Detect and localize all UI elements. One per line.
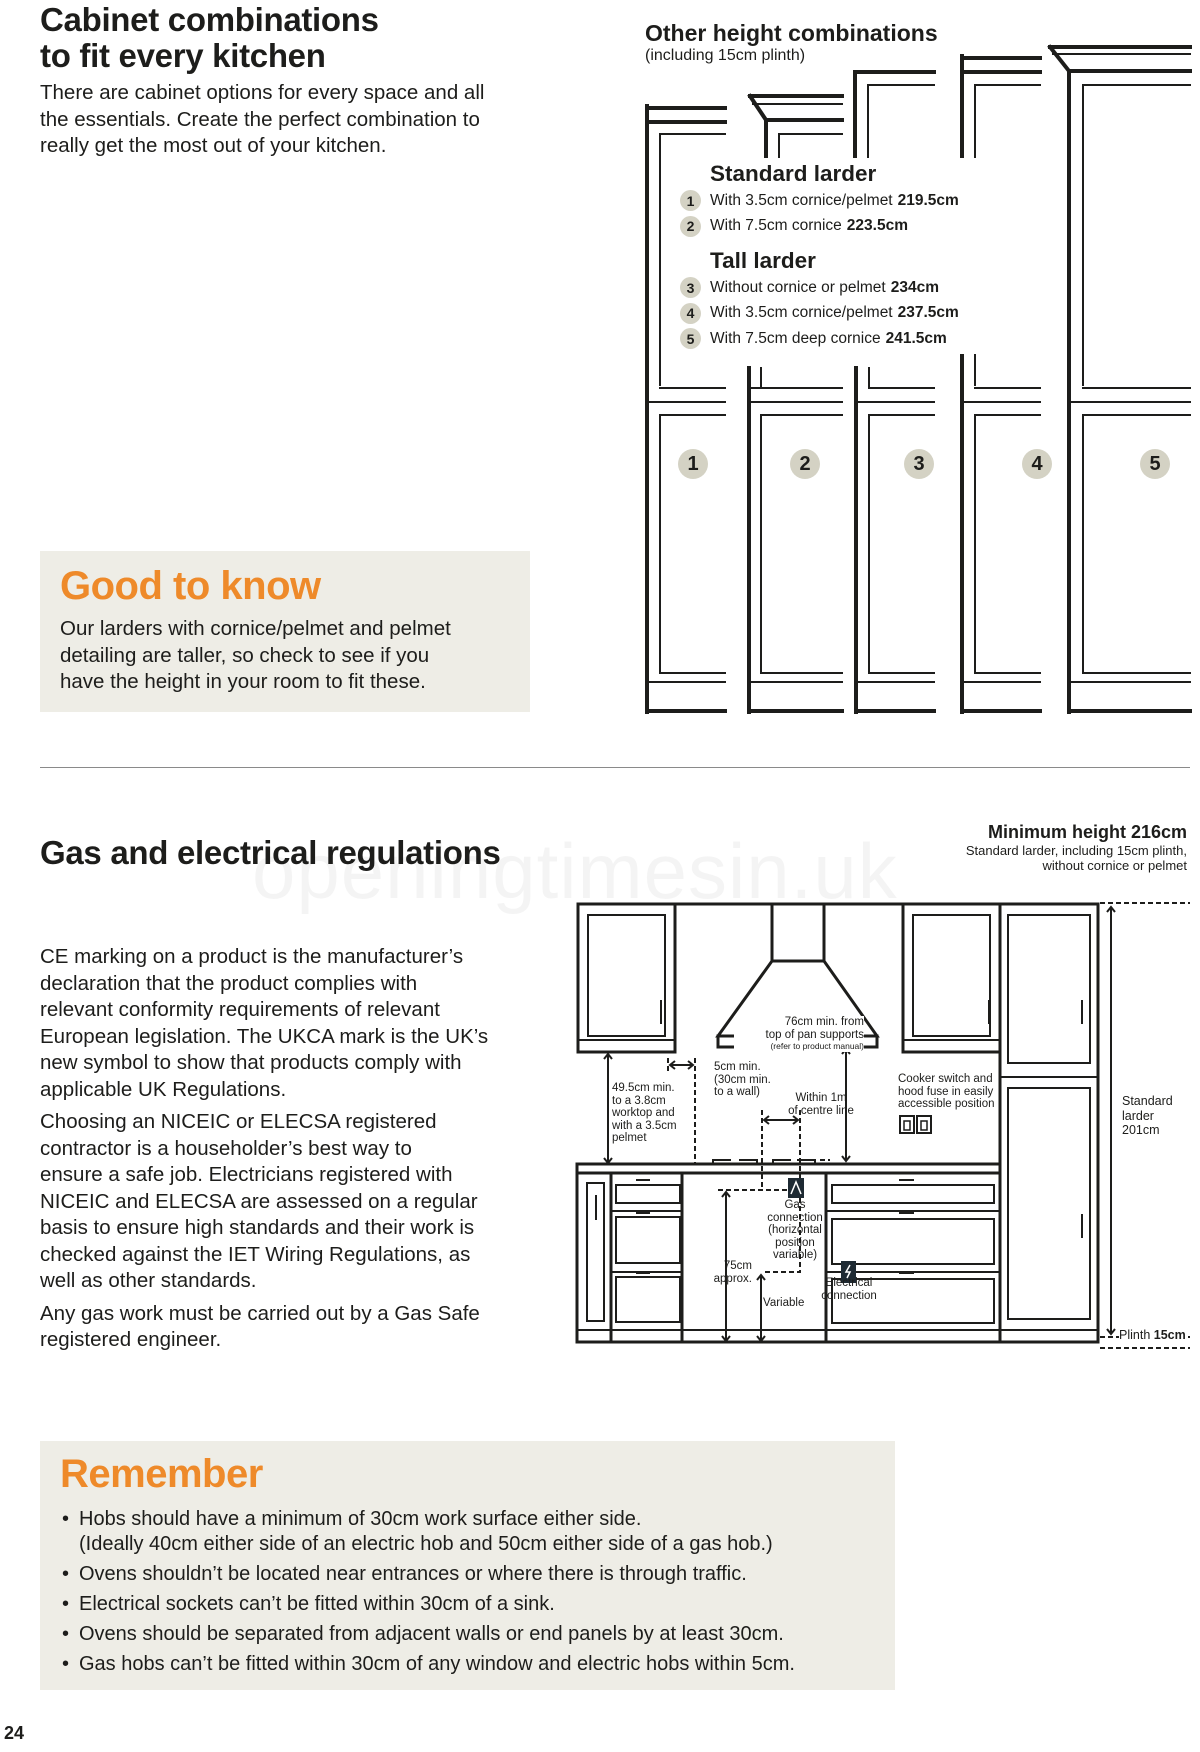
label-line: Cooker switch and (898, 1073, 993, 1085)
body-line: CE marking on a product is the manufacturer’s (40, 945, 464, 968)
page-number: 24 (4, 1723, 25, 1743)
body-line: new symbol to show that products comply with (40, 1051, 462, 1074)
remember-item-line: • Ovens should be separated from adjacent walls or end panels by at least 30cm. (79, 1623, 784, 1645)
number-badge: 4 (680, 303, 701, 324)
legend-item-value: 223.5cm (846, 217, 908, 235)
minimum-height-note (966, 822, 1187, 873)
body-line: applicable UK Regulations. (40, 1077, 287, 1101)
body-line: Our larders with cornice/pelmet and pelmet (60, 617, 451, 640)
label-line: (30cm min. (714, 1073, 771, 1086)
remember-item-line: • Electrical sockets can’t be fitted within 30cm of a sink. (79, 1593, 555, 1615)
cabinet-badge-1: 1 (678, 449, 708, 479)
remember-item-line: • Hobs should have a minimum of 30cm work surface either side. (79, 1508, 642, 1530)
label-line: Within 1m (795, 1092, 847, 1104)
larder-cabinets-illustration (630, 40, 1200, 720)
label-note: (refer to product manual) (770, 1041, 864, 1051)
label-line: to a wall) (714, 1086, 761, 1098)
legend-item-text: With 3.5cm cornice/pelmet (710, 304, 893, 322)
section-divider (40, 767, 1190, 768)
label-line: with a 3.5cm (612, 1119, 677, 1132)
label-line: larder (1122, 1108, 1154, 1123)
label-line: 201cm (1122, 1123, 1160, 1137)
legend-item (680, 214, 988, 240)
remember-item (60, 1592, 875, 1617)
cabinet-badge-3: 3 (904, 449, 934, 479)
body-line: detailing are taller, so check to see if you (60, 643, 430, 667)
larder-height-label (1122, 1094, 1173, 1138)
remember-item (60, 1652, 875, 1677)
cabinet-5-outline (1050, 47, 1190, 712)
paragraph-ce-marking (40, 944, 560, 1103)
page-title-line-1: Cabinet combinations (40, 1, 379, 38)
page-title-line-2: to fit every kitchen (40, 37, 326, 74)
legend-item-text: Without cornice or pelmet (710, 278, 886, 296)
label-line: connection (821, 1289, 877, 1302)
label-line: top of pan supports (765, 1028, 864, 1041)
body-line: relevant conformity requirements of relevant (40, 998, 440, 1021)
body-line: NICEIC and ELECSA are assessed on a regular (40, 1189, 478, 1213)
height-legend (676, 158, 988, 354)
side-gap-label (714, 1061, 771, 1099)
label-line: to a 3.8cm (612, 1094, 666, 1107)
body-line: European legislation. The UKCA mark is the UK’s (40, 1024, 489, 1048)
legend-group-title: Tall larder (710, 248, 816, 273)
body-line: checked against the IET Wiring Regulations, as (40, 1242, 471, 1266)
remember-item (60, 1622, 875, 1647)
label-line: Standard (1122, 1094, 1173, 1108)
remember-list (60, 1507, 875, 1677)
good-to-know-title: Good to know (60, 564, 321, 608)
intro-line: really get the most out of your kitchen. (40, 134, 387, 157)
remember-item-line: (Ideally 40cm either side of an electric hob and 50cm either side of a gas hob.) (79, 1533, 773, 1555)
legend-item-value: 241.5cm (885, 329, 947, 347)
cabinet-badge-4: 4 (1022, 449, 1052, 479)
body-line: Choosing an NICEIC or ELECSA registered (40, 1110, 437, 1133)
other-heights-title: Other height combinations (645, 20, 938, 46)
paragraph-contractor (40, 1109, 560, 1295)
plinth-label (1119, 1328, 1186, 1342)
body-line: contractor is a householder’s best way to (40, 1136, 412, 1160)
hood-clearance-label (734, 1016, 864, 1052)
legend-item-value: 237.5cm (897, 304, 959, 322)
intro-line: There are cabinet options for every space and all (40, 81, 485, 104)
number-badge: 5 (680, 328, 701, 349)
body-line: ensure a safe job. Electricians registered with (40, 1163, 453, 1186)
remember-item-line: • Gas hobs can’t be fitted within 30cm of any window and electric hobs within 5cm. (79, 1653, 795, 1675)
label-line: variable) (772, 1249, 818, 1261)
number-badge: 2 (680, 216, 701, 237)
remember-panel (40, 1441, 895, 1690)
plinth-text: Plinth (1119, 1328, 1151, 1342)
electrical-connection-label (817, 1277, 881, 1302)
cooker-switch-label (898, 1073, 995, 1111)
label-line: 5cm min. (714, 1061, 761, 1073)
body-line: basis to ensure high standards and their work is (40, 1216, 475, 1239)
number-badge: 3 (680, 277, 701, 298)
other-heights-subtitle: (including 15cm plinth) (645, 47, 806, 64)
cabinet-4-outline (962, 56, 1040, 712)
legend-item (680, 275, 988, 301)
page-title (40, 2, 600, 74)
body-line: declaration that the product complies with (40, 971, 418, 995)
plinth-value: 15cm (1153, 1328, 1186, 1342)
body-line: have the height in your room to fit these. (60, 670, 426, 693)
approx-height-label (710, 1260, 752, 1285)
body-line: registered engineer. (40, 1328, 222, 1351)
legend-item (680, 301, 988, 327)
remember-item (60, 1507, 875, 1557)
legend-item-value: 234cm (890, 278, 940, 296)
label-line: pelmet (612, 1132, 647, 1144)
cabinet-badge-5: 5 (1140, 449, 1170, 479)
label-line: of centre line (788, 1104, 854, 1117)
minimum-height-line: Standard larder, including 15cm plinth, (965, 843, 1187, 858)
label-line: 75cm (723, 1260, 752, 1272)
remember-title: Remember (60, 1452, 263, 1496)
intro-body (40, 80, 600, 160)
legend-item (680, 188, 988, 214)
minimum-height-title: Minimum height 216cm (987, 822, 1187, 842)
label-line: (horizontal (768, 1224, 822, 1236)
label-line: 76cm min. from (784, 1016, 864, 1028)
gas-body (40, 944, 560, 1354)
paragraph-gas-safe (40, 1301, 560, 1354)
good-to-know-body (60, 616, 510, 696)
body-line: Any gas work must be carried out by a Gas Safe (40, 1301, 480, 1325)
legend-group-title: Standard larder (710, 161, 877, 186)
label-line: 49.5cm min. (612, 1082, 675, 1094)
legend-item-text: With 7.5cm cornice (710, 217, 842, 235)
legend-item-text: With 3.5cm cornice/pelmet (710, 191, 893, 209)
centre-line-label (783, 1092, 859, 1117)
legend-item (680, 326, 988, 352)
legend-item-value: 219.5cm (897, 191, 959, 209)
cabinet-badge-2: 2 (790, 449, 820, 479)
remember-item-line: • Ovens shouldn’t be located near entrances or where there is through traffic. (79, 1563, 747, 1585)
label-line: connection (767, 1211, 823, 1224)
minimum-height-line: without cornice or pelmet (1042, 858, 1187, 873)
intro-line: the essentials. Create the perfect combination to (40, 107, 480, 131)
body-line: well as other standards. (40, 1269, 257, 1292)
gas-section-title: Gas and electrical regulations (40, 834, 501, 871)
label-line: Electrical (825, 1277, 873, 1289)
gas-connection-label (762, 1199, 828, 1262)
label-line: position (775, 1236, 815, 1249)
label-line: Gas (784, 1199, 806, 1211)
legend-item-text: With 7.5cm deep cornice (710, 329, 881, 347)
remember-item (60, 1562, 875, 1587)
good-to-know-panel (40, 551, 530, 712)
intro-section (40, 2, 600, 160)
number-badge: 1 (680, 190, 701, 211)
label-line: accessible position (898, 1098, 995, 1110)
wall-unit-gap-label (612, 1082, 677, 1145)
label-line: hood fuse in easily (898, 1085, 994, 1098)
variable-label: Variable (763, 1297, 805, 1309)
label-line: approx. (713, 1272, 752, 1285)
gas-connection-icon (788, 1178, 804, 1198)
label-line: worktop and (612, 1107, 675, 1119)
